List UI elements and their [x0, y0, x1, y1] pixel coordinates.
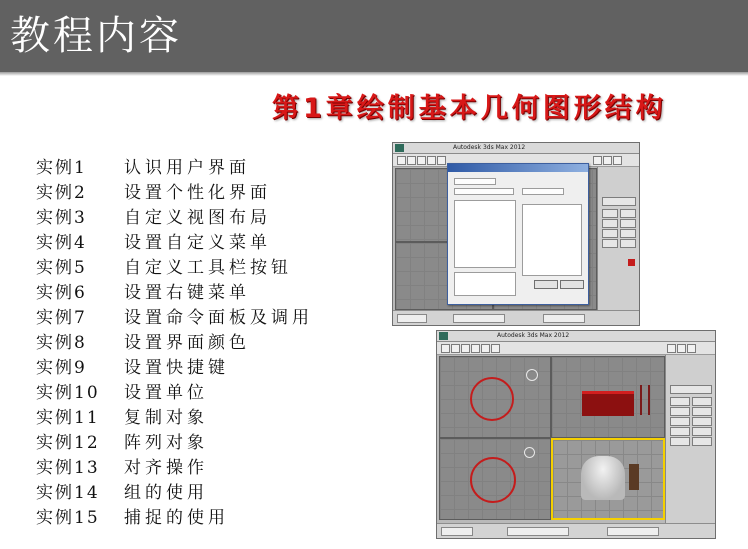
lesson-number: 实例15: [36, 508, 100, 528]
window-titlebar: [393, 143, 639, 154]
lesson-item: [36, 281, 313, 306]
lesson-number: 实例6: [36, 283, 87, 303]
chair-front-view: [640, 385, 650, 415]
lesson-item: [36, 331, 313, 356]
header-bar: [0, 0, 748, 72]
window-titlebar: [437, 331, 715, 342]
lesson-item: [36, 481, 313, 506]
lesson-item: [36, 431, 313, 456]
lesson-name: 组的使用: [124, 483, 208, 503]
lesson-name: 设置单位: [124, 383, 208, 403]
header-divider: [0, 72, 748, 76]
3dsmax-logo-icon: [439, 332, 448, 340]
lesson-number: 实例14: [36, 483, 100, 503]
chapter-title: 第1章绘制基本几何图形结构: [272, 93, 667, 124]
lesson-name: 设置个性化界面: [124, 183, 271, 203]
lesson-number: 实例3: [36, 208, 87, 228]
chair-left-view: [524, 447, 535, 458]
lesson-item: [36, 156, 313, 181]
viewport-front: [551, 356, 665, 438]
lesson-item: [36, 456, 313, 481]
lesson-name: 设置界面颜色: [124, 333, 250, 353]
lesson-name: 复制对象: [124, 408, 208, 428]
lesson-number: 实例11: [36, 408, 100, 428]
dialog-titlebar: [448, 164, 588, 172]
window-title: Autodesk 3ds Max 2012: [497, 332, 570, 339]
table-front-view: [582, 391, 634, 416]
lesson-item: [36, 181, 313, 206]
lesson-name: 设置快捷键: [124, 358, 229, 378]
command-panel: [665, 355, 716, 524]
lesson-number: 实例5: [36, 258, 87, 278]
3dsmax-logo-icon: [395, 144, 404, 152]
lesson-item: [36, 256, 313, 281]
table-left-view: [470, 457, 516, 503]
lesson-name: 自定义视图布局: [124, 208, 271, 228]
lesson-number: 实例9: [36, 358, 87, 378]
lesson-name: 设置自定义菜单: [124, 233, 271, 253]
lesson-number: 实例8: [36, 333, 87, 353]
lesson-item: [36, 406, 313, 431]
chair-render: [629, 464, 639, 490]
status-bar: [393, 310, 639, 325]
lesson-number: 实例10: [36, 383, 100, 403]
page-title: 教程内容: [10, 13, 182, 59]
lesson-number: 实例7: [36, 308, 87, 328]
lesson-name: 设置命令面板及调用: [124, 308, 313, 328]
lesson-item: [36, 206, 313, 231]
lesson-name: 捕捉的使用: [124, 508, 229, 528]
lesson-item: [36, 306, 313, 331]
customize-dialog: [447, 163, 589, 305]
viewport-top: [439, 356, 551, 438]
screenshot-customize-ui: [392, 142, 640, 326]
color-swatch: [628, 259, 635, 266]
lesson-number: 实例12: [36, 433, 100, 453]
lesson-list: [36, 156, 313, 531]
window-title: Autodesk 3ds Max 2012: [453, 144, 526, 151]
viewport-perspective: [551, 438, 665, 520]
lesson-name: 自定义工具栏按钮: [124, 258, 292, 278]
main-toolbar: [437, 342, 715, 355]
screenshot-viewports: [436, 330, 716, 539]
lesson-name: 认识用户界面: [124, 158, 250, 178]
lesson-item: [36, 231, 313, 256]
lesson-number: 实例4: [36, 233, 87, 253]
chair-top-view: [526, 369, 538, 381]
table-top-view: [470, 377, 514, 421]
lesson-number: 实例1: [36, 158, 87, 178]
lesson-item: [36, 356, 313, 381]
round-table-render: [581, 456, 625, 500]
lesson-item: [36, 381, 313, 406]
lesson-item: [36, 506, 313, 531]
lesson-name: 设置右键菜单: [124, 283, 250, 303]
lesson-number: 实例13: [36, 458, 100, 478]
command-panel: [597, 167, 640, 311]
lesson-name: 对齐操作: [124, 458, 208, 478]
status-bar: [437, 523, 715, 538]
viewport-left: [439, 438, 551, 520]
lesson-number: 实例2: [36, 183, 87, 203]
lesson-name: 阵列对象: [124, 433, 208, 453]
